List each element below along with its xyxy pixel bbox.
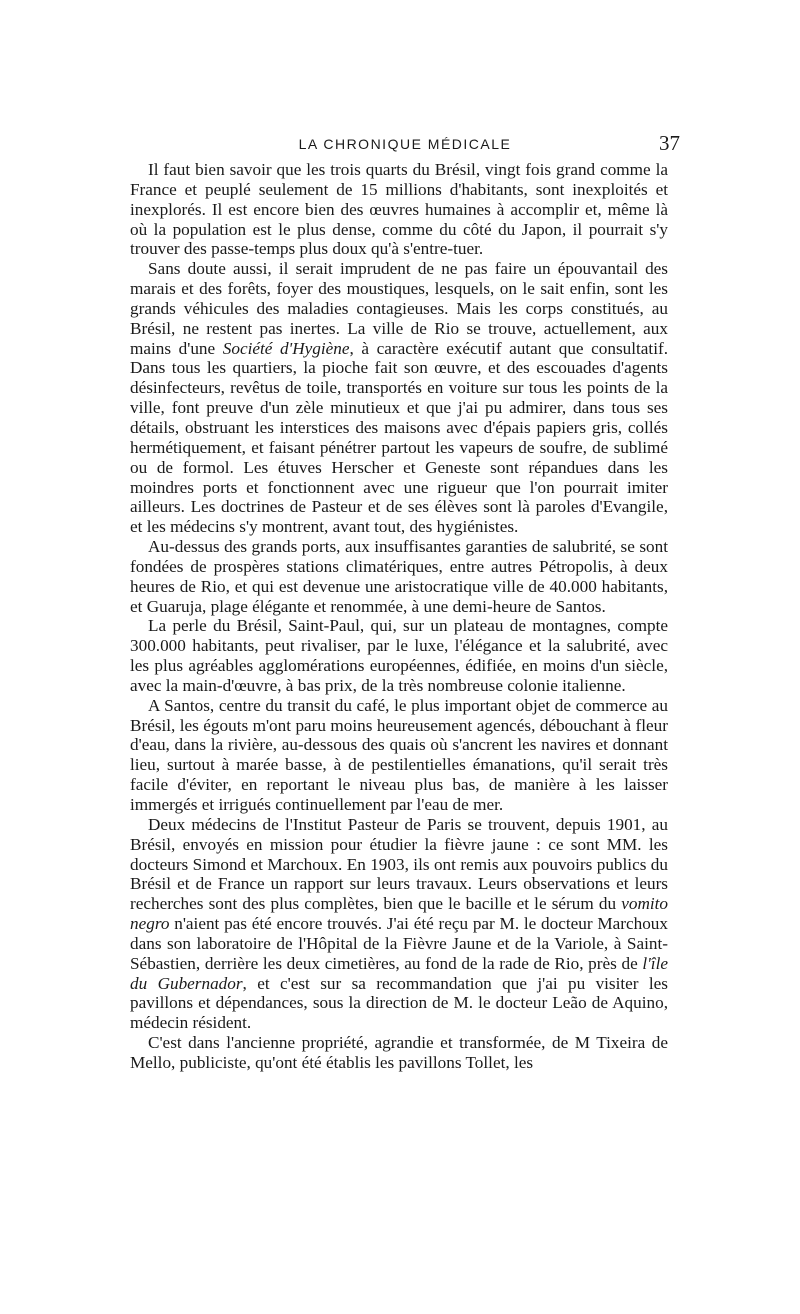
text-run: Au-dessus des grands ports, aux insuffisantes garanties de salubrité, se sont fondées de prospères stations climatériques, entre autres Pétropolis, à deux heures de Rio, et qui est devenue une aristocratique ville de 40.000 habitants, et Guaruja, plage élégante et renommée, à une demi-heure de Santos. [130,537,668,616]
text-run: , et c'est sur sa recommandation que j'ai pu visiter les pavillons et dépendances, sous la direction de M. le docteur Leão de Aquino, médecin résident. [130,973,668,1033]
paragraph [130,160,668,259]
page-number: 37 [659,131,680,155]
text-run: Sans doute aussi, il serait imprudent de ne pas faire un épouvantail des marais et des forêts, foyer des moustiques, lesquels, on le sait enfin, sont les grands véhicules des maladies contagieuses. Mais les corps constitués, au Brésil, ne restent pas inertes. La ville de Rio se trouve, actuellement, aux mains d'une [130,259,668,358]
body-text [130,160,668,1073]
paragraph [130,259,668,537]
text-run: n'aient pas été encore trouvés. J'ai été reçu par M. le docteur Marchoux dans son laboratoire de l'Hôpital de la Fièvre Jaune et de la Variole, à Saint-Sébastien, derrière les deux cimetières, au fond de la rade de Rio, près de [130,914,668,973]
italic-text: vomito negro [130,894,668,934]
running-head [130,133,680,157]
paragraph [130,537,668,616]
paragraph [130,616,668,695]
text-run: , à caractère exécutif autant que consultatif. Dans tous les quartiers, la pioche fait son œuvre, et des escouades d'agents désinfecteurs, revêtus de toile, transportés en voiture sur tous les points de la ville, font preuve d'un zèle minutieux et que j'ai pu admirer, dans tous ses détails, obstruant les interstices des maisons avec d'épais papiers gris, collés hermétiquement, et faisant pénétrer partout les vapeurs de soufre, de sublimé ou de formol. Les étuves Herscher et Geneste sont répandues dans les moindres ports et fonctionnent avec une rigueur que l'on pourrait imiter ailleurs. Les doctrines de Pasteur et de ses élèves sont là paroles d'Evangile, et les médecins s'y montrent, avant tout, des hygiénistes. [130,338,668,537]
paragraph [130,1033,668,1073]
italic-text: Société d'Hygiène [222,338,350,358]
text-run: A Santos, centre du transit du café, le plus important objet de commerce au Brésil, les égouts m'ont paru moins heureusement agencés, débouchant à fleur d'eau, dans la rivière, au-dessous des quais où s'ancrent les navires et donnant lieu, surtout à marée basse, à de pestilentielles émanations, qu'il serait très facile d'éviter, en reportant le niveau plus bas, de manière à les laisser immergés et irrigués continuellement par l'eau de mer. [130,695,668,814]
running-title: LA CHRONIQUE MÉDICALE [298,136,512,152]
text-run: Deux médecins de l'Institut Pasteur de Paris se trouvent, depuis 1901, au Brésil, envoyés en mission pour étudier la fièvre jaune : ce sont MM. les docteurs Simond et Marchoux. En 1903, ils ont remis aux pouvoirs publics du Brésil et de France un rapport sur leurs travaux. Leurs observations et leurs recherches sont des plus complètes, bien que le bacille et le sérum du [130,814,668,914]
paragraph [130,696,668,815]
italic-text: l'île du Gubernador [130,953,668,993]
text-run: La perle du Brésil, Saint-Paul, qui, sur un plateau de montagnes, compte 300.000 habitants, peut rivaliser, par le luxe, l'élégance et la salubrité, avec les plus agréables agglomérations européennes, édifiée, en moins d'un siècle, avec la main-d'œuvre, à bas prix, de la très nombreuse colonie italienne. [130,616,668,695]
paragraph [130,815,668,1033]
text-run: Il faut bien savoir que les trois quarts du Brésil, vingt fois grand comme la France et peuplé seulement de 15 millions d'habitants, sont inexploités et inexplorés. Il est encore bien des œuvres humaines à accomplir et, même là où la population est le plus dense, comme du côté du Japon, il pourrait s'y trouver des passe-temps plus doux qu'à s'entre-tuer. [130,160,668,259]
text-run: C'est dans l'ancienne propriété, agrandie et transformée, de M Tixeira de Mello, publiciste, qu'ont été établis les pavillons Tollet, les [130,1033,668,1072]
